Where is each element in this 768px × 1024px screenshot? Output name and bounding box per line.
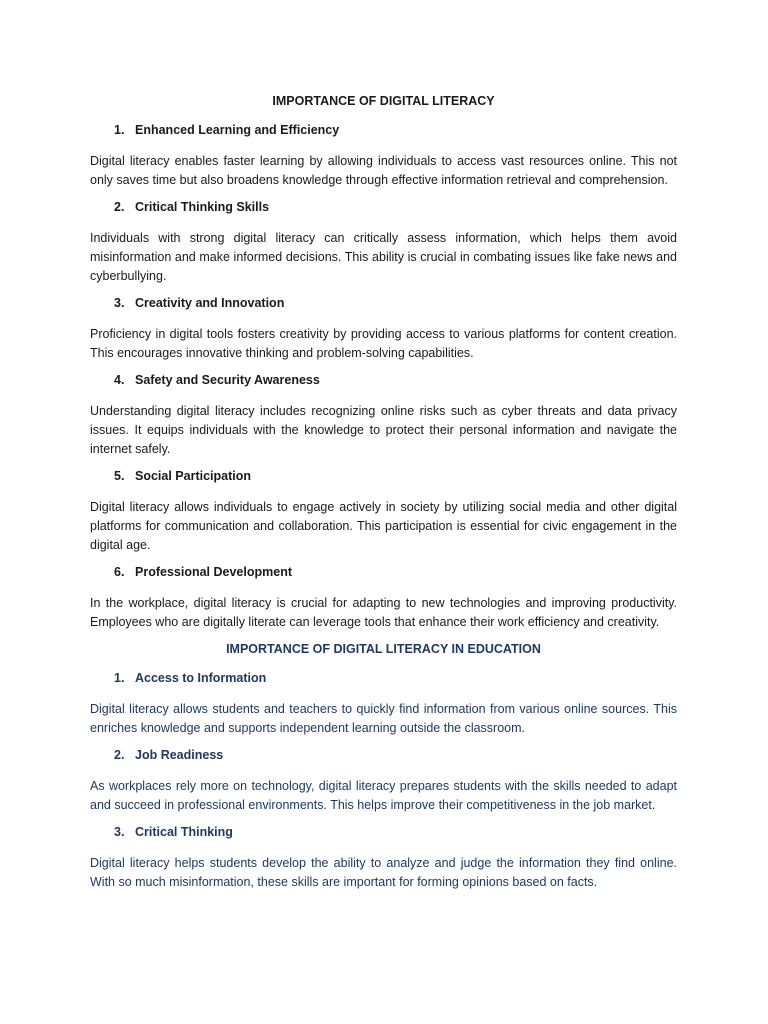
education-heading xyxy=(90,748,677,763)
education-heading-text: Access to Information xyxy=(135,671,267,685)
section-heading xyxy=(90,469,677,484)
section-number: 5. xyxy=(114,469,125,483)
section-heading xyxy=(90,296,677,311)
section-paragraph: Individuals with strong digital literacy can critically assess information, which helps them avoid misinformation and make informed decisions. This ability is crucial in combating issues like fake news and cyberbullying. xyxy=(90,231,677,283)
section-heading-text: Safety and Security Awareness xyxy=(135,373,320,387)
section-item xyxy=(90,565,677,632)
education-number: 3. xyxy=(114,825,125,839)
education-heading xyxy=(90,825,677,840)
section-heading-text: Social Participation xyxy=(135,469,252,483)
education-number: 1. xyxy=(114,671,125,685)
education-paragraph: Digital literacy allows students and teachers to quickly find information from various online sources. This enriches knowledge and supports independent learning outside the classroom. xyxy=(90,702,677,735)
section-item xyxy=(90,296,677,363)
section-number: 3. xyxy=(114,296,125,310)
section-heading xyxy=(90,123,677,138)
section-number: 4. xyxy=(114,373,125,387)
education-paragraph: Digital literacy helps students develop the ability to analyze and judge the information they find online. With so much misinformation, these skills are important for forming opinions based on facts. xyxy=(90,856,677,889)
section-item xyxy=(90,373,677,459)
education-number: 2. xyxy=(114,748,125,762)
section-heading-text: Creativity and Innovation xyxy=(135,296,285,310)
section-paragraph: Digital literacy allows individuals to engage actively in society by utilizing social media and other digital platforms for communication and collaboration. This participation is essential for civic engagement in the digital age. xyxy=(90,500,677,552)
section-heading-text: Critical Thinking Skills xyxy=(135,200,270,214)
importance-sections xyxy=(90,123,677,632)
education-title: IMPORTANCE OF DIGITAL LITERACY IN EDUCATION xyxy=(226,642,541,656)
section-paragraph: Proficiency in digital tools fosters creativity by providing access to various platforms for content creation. This encourages innovative thinking and problem-solving capabilities. xyxy=(90,327,677,360)
section-paragraph: In the workplace, digital literacy is crucial for adapting to new technologies and improving productivity. Employees who are digitally literate can leverage tools that enhance their work efficiency and creativity. xyxy=(90,596,677,629)
section-heading-text: Professional Development xyxy=(135,565,292,579)
education-item xyxy=(90,748,677,815)
education-heading-text: Job Readiness xyxy=(135,748,224,762)
section-item xyxy=(90,123,677,190)
section-heading-text: Enhanced Learning and Efficiency xyxy=(135,123,340,137)
education-item xyxy=(90,671,677,738)
section-number: 2. xyxy=(114,200,125,214)
section-item xyxy=(90,469,677,555)
section-heading xyxy=(90,565,677,580)
section-paragraph: Digital literacy enables faster learning by allowing individuals to access vast resources online. This not only saves time but also broadens knowledge through effective information retrieval and comprehension. xyxy=(90,154,677,187)
education-heading-text: Critical Thinking xyxy=(135,825,233,839)
document-title: IMPORTANCE OF DIGITAL LITERACY xyxy=(272,94,495,108)
section-item xyxy=(90,200,677,286)
section-heading xyxy=(90,373,677,388)
section-paragraph: Understanding digital literacy includes recognizing online risks such as cyber threats and data privacy issues. It equips individuals with the knowledge to protect their personal information and navigate the internet safely. xyxy=(90,404,677,456)
section-number: 1. xyxy=(114,123,125,137)
education-sections xyxy=(90,671,677,892)
education-paragraph: As workplaces rely more on technology, digital literacy prepares students with the skills needed to adapt and succeed in professional environments. This helps improve their competitiveness in the job market. xyxy=(90,779,677,812)
section-number: 6. xyxy=(114,565,125,579)
education-heading xyxy=(90,671,677,686)
section-heading xyxy=(90,200,677,215)
education-item xyxy=(90,825,677,892)
